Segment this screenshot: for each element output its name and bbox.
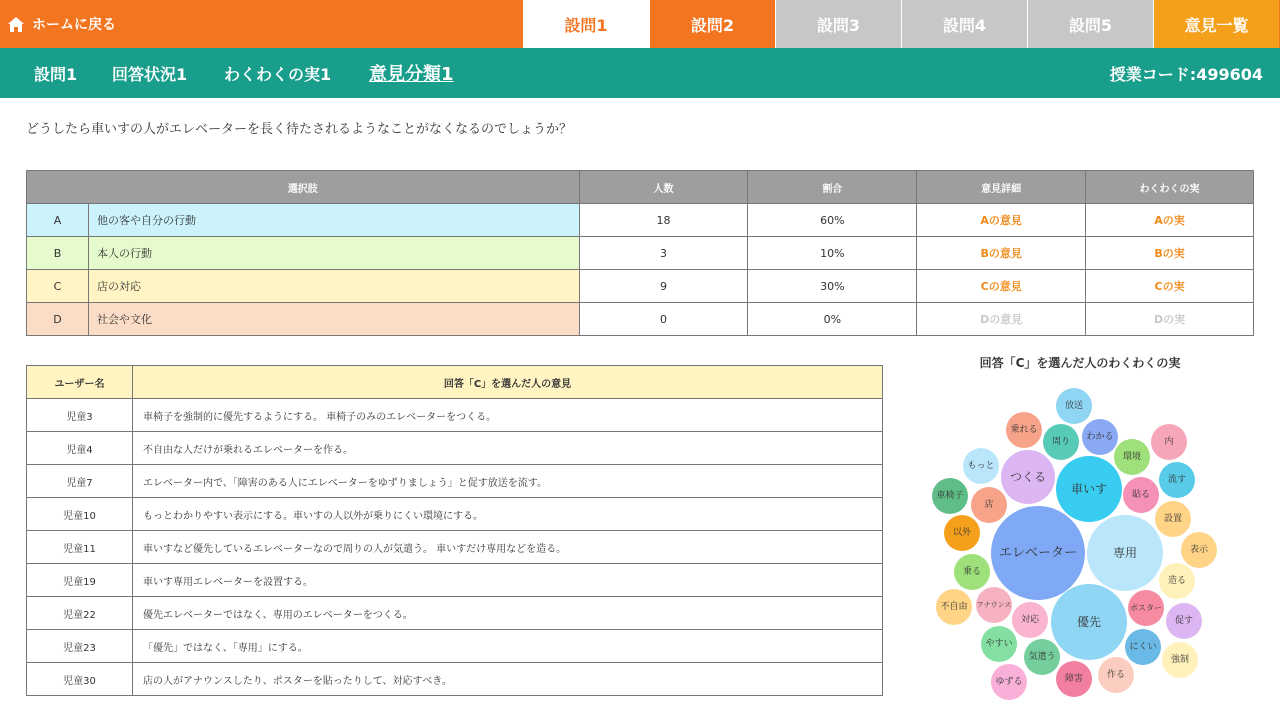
- bubble-label: アナウンス: [976, 601, 1012, 609]
- wakuwaku-fruit-link[interactable]: Aの実: [1154, 214, 1185, 227]
- word-bubble[interactable]: [991, 664, 1027, 700]
- word-bubble[interactable]: [1012, 602, 1048, 638]
- bubble-label: 不自由: [940, 602, 968, 612]
- class-code: 授業コード:499604: [1109, 64, 1263, 84]
- choice-code: B: [27, 237, 89, 270]
- bubble-label: 造る: [1167, 576, 1187, 586]
- bubble-label: 店: [984, 500, 994, 510]
- bubble-label: 優先: [1076, 615, 1102, 629]
- username-cell: 児童4: [27, 432, 133, 465]
- username-cell: 児童7: [27, 465, 133, 498]
- word-bubble[interactable]: [1043, 424, 1079, 460]
- bubble-label: 環境: [1122, 452, 1142, 462]
- bubble-label: つくる: [1009, 470, 1047, 484]
- word-bubble[interactable]: [936, 589, 972, 625]
- bubble-label: 以外: [952, 528, 972, 538]
- bubble-label: 流す: [1167, 475, 1187, 485]
- wakuwaku-fruit-link[interactable]: Bの実: [1154, 247, 1185, 260]
- choice-count: 0: [579, 303, 748, 336]
- word-bubble[interactable]: [1181, 532, 1217, 568]
- table-row: [27, 237, 1254, 270]
- bubble-label: 促す: [1174, 616, 1194, 626]
- choice-count: 18: [579, 204, 748, 237]
- table-row: [27, 399, 883, 432]
- table-row: [27, 465, 883, 498]
- opinion-cell: 不自由な人だけが乗れるエレベーターを作る。: [133, 432, 883, 465]
- choice-text: 他の客や自分の行動: [88, 204, 579, 237]
- bubble-chart-title: 回答「C」を選んだ人のわくわくの実: [979, 356, 1181, 370]
- word-bubble[interactable]: [932, 478, 968, 514]
- tab-question-3[interactable]: 設問3: [775, 0, 901, 48]
- opinion-cell: 店の人がアナウンスしたり、ポスターを貼ったりして、対応すべき。: [133, 663, 883, 696]
- opinion-table: [26, 365, 883, 696]
- table-row: [27, 498, 883, 531]
- header-choice: 選択肢: [27, 171, 580, 204]
- opinion-detail-link[interactable]: Bの意見: [980, 247, 1022, 260]
- opinion-detail-cell: [917, 303, 1086, 336]
- username-cell: 児童10: [27, 498, 133, 531]
- bubble-label: 乗れる: [1010, 425, 1038, 435]
- home-label: ホームに戻る: [32, 17, 116, 33]
- bubble-label: やすい: [985, 639, 1013, 649]
- choice-text: 社会や文化: [88, 303, 579, 336]
- username-cell: 児童19: [27, 564, 133, 597]
- bubble-label: 車いす: [1070, 482, 1108, 496]
- table-row: [27, 204, 1254, 237]
- word-bubble[interactable]: [1159, 563, 1195, 599]
- choice-count: 3: [579, 237, 748, 270]
- sub-nav-bar: [0, 48, 1280, 98]
- opinion-detail-cell: [917, 204, 1086, 237]
- word-bubble[interactable]: [976, 587, 1012, 623]
- opinion-detail-link[interactable]: Aの意見: [980, 214, 1022, 227]
- home-icon: [8, 17, 24, 32]
- bubble-label: 専用: [1112, 546, 1138, 560]
- word-bubble[interactable]: [963, 448, 999, 484]
- username-cell: 児童22: [27, 597, 133, 630]
- word-bubble[interactable]: [1166, 603, 1202, 639]
- bubble-label: 表示: [1189, 545, 1209, 555]
- tab-question-2[interactable]: 設問2: [649, 0, 775, 48]
- table-row: [27, 531, 883, 564]
- tab-question-4[interactable]: 設問4: [901, 0, 1027, 48]
- subnav-answer-status[interactable]: 回答状況1: [112, 64, 188, 84]
- word-bubble[interactable]: [1098, 657, 1134, 693]
- bubble-label: 乗る: [962, 567, 982, 577]
- table-row: [27, 270, 1254, 303]
- bubble-label: 対応: [1020, 615, 1040, 625]
- opinion-cell: もっとわかりやすい表示にする。車いすの人以外が乗りにくい環境にする。: [133, 498, 883, 531]
- username-cell: 児童23: [27, 630, 133, 663]
- subnav-question[interactable]: 設問1: [34, 64, 78, 84]
- bubble-label: わかる: [1086, 432, 1114, 442]
- bubble-label: 放送: [1064, 401, 1084, 411]
- table-row: [27, 663, 883, 696]
- bubble-label: にくい: [1129, 642, 1157, 652]
- wakuwaku-fruit-link[interactable]: Cの実: [1154, 280, 1185, 293]
- header-opinion-detail: 意見詳細: [917, 171, 1086, 204]
- header-wakuwaku-fruit: わくわくの実: [1086, 171, 1254, 204]
- header-opinion: 回答「C」を選んだ人の意見: [133, 366, 883, 399]
- word-bubble[interactable]: [1056, 661, 1092, 697]
- choice-text: 本人の行動: [88, 237, 579, 270]
- opinion-detail-link: Dの意見: [980, 313, 1023, 326]
- bubble-label: 作る: [1106, 670, 1126, 680]
- word-bubble[interactable]: [1001, 450, 1055, 504]
- choice-ratio: 0%: [748, 303, 917, 336]
- word-bubble[interactable]: [1082, 419, 1118, 455]
- top-nav-bar: [0, 0, 1280, 48]
- opinion-cell: 車椅子を強制的に優先するようにする。 車椅子のみのエレベーターをつくる。: [133, 399, 883, 432]
- opinion-detail-cell: [917, 270, 1086, 303]
- word-bubble[interactable]: [1128, 590, 1164, 626]
- wakuwaku-fruit-cell: [1086, 270, 1254, 303]
- subnav-wakuwaku-fruit[interactable]: わくわくの実1: [224, 64, 332, 84]
- opinion-cell: 優先エレベーターではなく、専用のエレベーターをつくる。: [133, 597, 883, 630]
- opinion-cell: 車いすなど優先しているエレベーターなので周りの人が気遣う。 車いすだけ専用などを造る。: [133, 531, 883, 564]
- username-cell: 児童3: [27, 399, 133, 432]
- choice-count: 9: [579, 270, 748, 303]
- word-bubble[interactable]: [1024, 639, 1060, 675]
- choice-ratio: 10%: [748, 237, 917, 270]
- word-bubble[interactable]: [1056, 456, 1122, 522]
- tab-question-5[interactable]: 設問5: [1027, 0, 1153, 48]
- table-row: [27, 597, 883, 630]
- table-row: [27, 630, 883, 663]
- question-tabs: [523, 0, 1279, 48]
- word-bubble[interactable]: [1151, 424, 1187, 460]
- bubble-label: ゆずる: [995, 677, 1023, 687]
- word-bubble[interactable]: [954, 554, 990, 590]
- tab-opinion-list[interactable]: 意見一覧: [1153, 0, 1279, 48]
- table-row: [27, 564, 883, 597]
- wakuwaku-fruit-cell: [1086, 303, 1254, 336]
- word-bubble[interactable]: [1006, 412, 1042, 448]
- bubble-label: もっと: [967, 461, 995, 471]
- choice-ratio: 30%: [748, 270, 917, 303]
- word-bubble[interactable]: [1051, 584, 1127, 660]
- word-bubble-chart: [920, 380, 1230, 710]
- tab-question-1[interactable]: 設問1: [523, 0, 649, 48]
- table-row: [27, 303, 1254, 336]
- bubble-label: 気遣う: [1028, 652, 1056, 662]
- word-bubble[interactable]: [1155, 501, 1191, 537]
- opinion-detail-link[interactable]: Cの意見: [980, 280, 1022, 293]
- opinion-cell: エレベーター内で、「障害のある人にエレベーターをゆずりましょう」と促す放送を流す。: [133, 465, 883, 498]
- header-username: ユーザー名: [27, 366, 133, 399]
- table-header-row: [27, 366, 883, 399]
- bubble-label: 周り: [1051, 437, 1071, 447]
- choice-code: C: [27, 270, 89, 303]
- word-bubble[interactable]: [1087, 515, 1163, 591]
- choice-text: 店の対応: [88, 270, 579, 303]
- wakuwaku-fruit-link: Dの実: [1153, 313, 1186, 326]
- choice-code: A: [27, 204, 89, 237]
- bubble-label: 貼る: [1131, 490, 1151, 500]
- table-header-row: [27, 171, 1254, 204]
- bubble-label: 障害: [1064, 674, 1084, 684]
- username-cell: 児童30: [27, 663, 133, 696]
- bubble-label: 設置: [1163, 514, 1183, 524]
- word-bubble[interactable]: [1123, 477, 1159, 513]
- header-ratio: 割合: [748, 171, 917, 204]
- word-bubble[interactable]: [1125, 629, 1161, 665]
- username-cell: 児童11: [27, 531, 133, 564]
- bubble-label: エレベーター: [998, 545, 1078, 561]
- header-count: 人数: [579, 171, 748, 204]
- choice-summary-table: [26, 170, 1254, 336]
- wakuwaku-fruit-cell: [1086, 204, 1254, 237]
- bubble-label: 車椅子: [936, 491, 964, 501]
- choice-code: D: [27, 303, 89, 336]
- choice-ratio: 60%: [748, 204, 917, 237]
- word-bubble[interactable]: [971, 487, 1007, 523]
- question-text: どうしたら車いすの人がエレベーターを長く待たされるようなことがなくなるのでしょうか？: [26, 122, 573, 137]
- table-row: [27, 432, 883, 465]
- bubble-label: 内: [1164, 437, 1174, 447]
- subnav-opinion-category[interactable]: 意見分類1: [369, 64, 454, 85]
- bubble-label: 強制: [1170, 655, 1190, 665]
- word-bubble[interactable]: [991, 506, 1085, 600]
- opinion-cell: 車いす専用エレベーターを設置する。: [133, 564, 883, 597]
- wakuwaku-fruit-cell: [1086, 237, 1254, 270]
- word-bubble[interactable]: [981, 626, 1017, 662]
- word-bubble[interactable]: [1162, 642, 1198, 678]
- word-bubble[interactable]: [944, 515, 980, 551]
- bubble-label: ポスター: [1130, 603, 1162, 613]
- home-link[interactable]: [8, 0, 116, 48]
- word-bubble[interactable]: [1159, 462, 1195, 498]
- opinion-detail-cell: [917, 237, 1086, 270]
- opinion-cell: 「優先」ではなく、「専用」にする。: [133, 630, 883, 663]
- word-bubble[interactable]: [1114, 439, 1150, 475]
- word-bubble[interactable]: [1056, 388, 1092, 424]
